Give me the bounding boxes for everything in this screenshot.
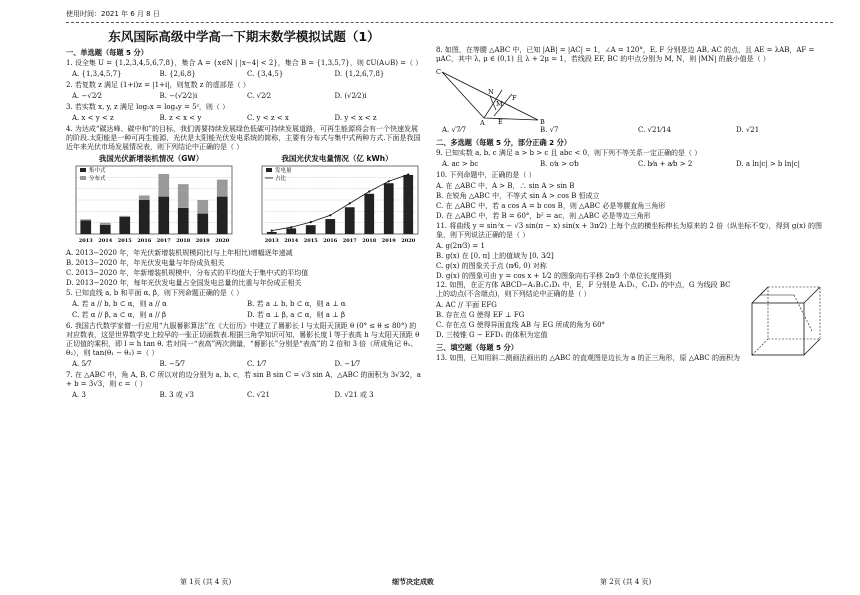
share-point [290,226,292,228]
question-6: 6. 我国古代数学家僧一行应用“九服晷影算法”在《大衍历》中建立了晷影长 l 与太阳天顶距 θ (0° ≤ θ ≤ 80°) 的对应数表，这是世界数学史上较早的一张正切函数表.根据三角学知识可知，晷影长度 l 等于表高 h 与太阳天顶距 θ 正切值的乘积，即 l = h tan θ. 若对同一“表高”两次测量，“晷影长”分别是“表高”的 2 倍和 3 倍（所成角记 θ₁、θ₂），则 tan(θ₁ − θ₂) =（ ） [66,322,420,357]
question-9: 9. 已知实数 a, b, c 满足 a > b > c 且 abc < 0，则下列不等关系一定正确的是（ ） [436,149,702,158]
question-8: 8. 如图，在等腰 △ABC 中，已知 |AB| = |AC| = 1，∠A = 120°，E, F 分别是边 AB, AC 的点，且 AE = λAB，AF = μAC，其中 λ, μ ∈ (0,1) 且 λ + 2μ = 1，若线段 EF, BC 的中点分别为 M, N，则 |MN| 的最小值是（ ） [436,46,815,63]
q3-options [72,114,422,123]
q2-option-d[interactable]: D. (√2⁄2)i [334,92,367,101]
q6-option-b[interactable]: B. −5⁄7 [159,359,186,368]
bar-centralized [80,221,91,235]
q1-option-a[interactable]: A. {1,3,4,5,7} [72,70,122,79]
bar-distributed [197,200,208,214]
bar-distributed [139,196,150,201]
question-7: 7. 在 △ABC 中，角 A, B, C 所以对的边分别为 a, b, c，若 sin B sin C = √3 sin A，△ABC 的面积为 3√3⁄2，a + b = 3√3，则 c =（ ） [66,370,421,388]
q3-option-a[interactable]: A. x < y < z [72,113,114,122]
bar-centralized [158,197,169,234]
q9-options [442,160,834,169]
question-13: 13. 如图，已知用斜二测画法画出的 △ABC 的直观图是边长为 a 的正三角形，原 △ABC 的面积为 [436,354,741,363]
q5-option-b[interactable]: B. 若 a ⊥ b, b ⊂ α，则 a ⊥ α [247,300,346,309]
bar-generation [384,184,394,235]
q4-option-a[interactable]: A. 2013−2020 年，年光伏新增装机规模同比(与上年相比)增幅逐年递减 [66,249,293,258]
footer-page-right: 第 2页 (共 4 页) [600,578,652,586]
exam-title: 东风国际高级中学高一下期末数学模拟试题（1） [108,29,380,44]
bar-centralized [197,214,208,234]
q12-option-b[interactable]: B. 存在点 G 使得 EF ⊥ FG [436,311,525,320]
q6-option-c[interactable]: C. 1⁄7 [247,359,267,368]
bar-centralized [217,197,228,234]
q6-option-d[interactable]: D. −1⁄7 [334,359,361,368]
q10-option-a[interactable]: A. 在 △ABC 中，A > B，∴ sin A > sin B [436,181,575,190]
tri-label-e: E [498,117,503,126]
usage-date: 使用时间：2021 年 6 月 8 日 [66,10,160,18]
bar-distributed [158,174,169,197]
legend-swatch [80,168,86,172]
cube-figure [744,281,826,363]
q5-option-c[interactable]: C. 若 α // β, a ⊂ α，则 a // β [72,311,167,320]
q9-option-c[interactable]: C. b⁄a + a⁄b > 2 [638,160,693,169]
chart-generation-svg [252,164,422,244]
q8-option-c[interactable]: C. √21⁄14 [638,125,672,134]
chart-generation [252,154,422,248]
x-tick-label: 2013 [78,238,93,245]
q8-option-b[interactable]: B. √7 [540,125,559,134]
bar-distributed [178,185,189,209]
x-tick-label: 2014 [284,238,299,245]
q4-option-d[interactable]: D. 2013−2020 年，每年光伏发电量占全国发电总量的比重与年份成正相关 [66,279,302,288]
tri-label-b: B [540,117,545,126]
q10-option-c[interactable]: C. 在 △ABC 中，若 a cos A = b cos B，则 △ABC 必是等腰直角三角形 [436,201,666,210]
legend-swatch [80,176,86,180]
bar-centralized [178,208,189,234]
q7-option-d[interactable]: D. √21 或 3 [334,390,374,399]
q3-option-c[interactable]: C. y < z < x [247,113,289,122]
tri-label-c: C [436,67,441,76]
bar-generation [364,194,374,234]
question-1: 1. 设全集 U = {1,2,3,4,5,6,7,8}，集合 A = {x∈N | |x−4| < 2}，集合 B = {1,3,5,7}，则 ∁U(A∪B) =（ ） [66,59,423,68]
chart-installations-svg [66,164,236,244]
share-point [388,181,390,183]
q11-option-b[interactable]: B. g(x) 在 [0, π] 上的值域为 [0, 3⁄2] [436,251,554,260]
q2-option-b[interactable]: B. −(√2⁄2)i [159,92,198,101]
q1-option-d[interactable]: D. {1,2,6,7,8} [334,70,385,79]
q7-option-a[interactable]: A. 3 [72,390,86,399]
footer-page-left: 第 1页 (共 4 页) [180,578,232,586]
bar-generation [345,208,355,235]
share-point [407,174,409,176]
q6-option-a[interactable]: A. 5⁄7 [72,359,92,368]
x-tick-label: 2020 [215,238,230,245]
x-tick-label: 2017 [156,238,171,245]
x-tick-label: 2019 [195,238,210,245]
share-point [329,215,331,217]
bar-centralized [100,225,111,234]
bar-centralized [119,217,130,234]
bar-generation [286,229,296,235]
question-12: 12. 如图，在正方体 ABCD−A₁B₁C₁D₁ 中，E，F 分别是 A₁D₁，C₁D₁ 的中点，G 为线段 BC 上的动点(不含端点)，则下列结论中正确的是（ ） [436,281,731,299]
bar-centralized [139,200,150,234]
q3-option-d[interactable]: D. y < x < z [334,113,377,122]
q9-option-d[interactable]: D. a ln|c| > b ln|c| [736,160,801,169]
chart-installations-title: 我国光伏新增装机情况（GW） [98,153,204,163]
legend-label: 发电量 [275,168,292,175]
q2-option-a[interactable]: A. −√2⁄2 [72,92,102,101]
q4-charts [66,154,422,248]
bar-generation [403,175,413,234]
q1-options [72,70,422,79]
share-point [368,191,370,193]
legend-label: 占比 [275,176,287,183]
q1-option-c[interactable]: C. {3,4,5} [247,70,284,79]
tri-label-f: F [512,93,517,102]
q10-option-b[interactable]: B. 在锐角 △ABC 中，不等式 sin A > cos B 恒成立 [436,191,600,200]
tri-label-a: A [480,118,485,126]
x-tick-label: 2013 [264,238,279,245]
legend-swatch [266,168,272,172]
x-tick-label: 2017 [342,238,357,245]
q12-option-c[interactable]: C. 存在点 G 使得异面直线 AB 与 EG 所成的角为 60° [436,321,606,330]
chart-installations [66,154,236,248]
q5-option-d[interactable]: D. 若 α ⊥ β, a ⊂ α，则 a ⊥ β [247,311,345,320]
share-point [349,203,351,205]
bar-distributed [80,220,91,221]
q12-block [436,281,834,340]
bar-generation [306,226,316,235]
question-5: 5. 已知直线 a, b 和平面 α, β，则下列命题正确的是（ ） [66,289,244,298]
q6-options [72,360,422,369]
bar-distributed [217,180,228,197]
x-tick-label: 2016 [323,238,338,245]
x-tick-label: 2015 [117,238,132,245]
q1-option-b[interactable]: B. {2,6,8} [159,70,196,79]
q4-option-c[interactable]: C. 2013−2020 年，年新增装机规模中，分布式的平均值大于集中式的平均值 [66,269,309,278]
question-11: 11. 将曲线 y = sin²x − √3 sin(π − x) sin(x + 3π⁄2) 上每个点的横坐标伸长为原来的 2 倍（纵坐标不变），得到 g(x) 的图象，则下列说法正确的是（ ） [436,221,823,239]
q11-option-c[interactable]: C. g(x) 的图象关于点 (π⁄6, 0) 对称 [436,261,547,270]
section-fill-blank: 三、填空题（每题 5 分） [436,343,518,353]
chart-generation-title: 我国光伏发电量情况（亿 kWh） [281,153,393,163]
q7-options [72,391,422,400]
q9-option-a[interactable]: A. ac > bc [442,160,479,169]
q4-option-b[interactable]: B. 2013−2020 年，年光伏发电量与年份成负相关 [66,259,225,268]
triangle-figure [436,66,546,126]
left-column [66,24,422,402]
q2-options [72,92,422,101]
footer-motto: 细节决定成败 [392,577,434,586]
q2-option-c[interactable]: C. √2⁄2 [247,92,272,101]
tri-label-n: N [488,87,494,96]
q11-option-d[interactable]: D. g(x) 的图象可由 y = cos x + 1⁄2 的图象向右平移 2π⁄3 个单位长度得到 [436,271,672,280]
question-2: 2. 若复数 z 满足 (1+i)z = |1+i|，则复数 z 的虚部是（ ） [66,81,250,90]
q7-option-b[interactable]: B. 3 或 √3 [159,390,194,399]
x-tick-label: 2018 [362,238,377,245]
x-tick-label: 2014 [98,238,113,245]
right-column [436,24,834,365]
q12-option-d[interactable]: D. 三棱锥 G − EFD₁ 的体积为定值 [436,331,548,340]
section-multi-choice: 二、多选题（每题 5 分，部分正确 2 分） [436,137,572,147]
header-divider [66,22,833,23]
share-point [310,221,312,223]
q9-option-b[interactable]: B. c⁄a > c⁄b [540,160,579,169]
bar-distributed [119,216,130,217]
legend-label: 集中式 [89,168,106,175]
q7-option-c[interactable]: C. √21 [247,390,270,399]
q5-option-a[interactable]: A. 若 a // b, b ⊂ α，则 a // α [72,300,167,309]
bar-generation [325,219,335,234]
q10-option-d[interactable]: D. 在 △ABC 中，若 B = 60°，b² = ac，则 △ABC 必是等边三角形 [436,211,651,220]
x-tick-label: 2018 [176,238,191,245]
x-tick-label: 2016 [137,238,152,245]
x-tick-label: 2020 [401,238,416,245]
question-3: 3. 若实数 x, y, z 满足 log₂x = log₄y = 5ᶻ，则（ ） [66,103,230,112]
bar-generation [267,232,277,234]
x-tick-label: 2015 [303,238,318,245]
q11-option-a[interactable]: A. g(2π⁄3) = 1 [436,241,485,250]
tri-label-m: M [496,99,503,108]
q5-options-row2 [72,311,422,320]
legend-label: 分布式 [89,176,106,183]
q5-options-row1 [72,300,422,309]
question-10: 10. 下列命题中，正确的是（ ） [436,170,536,179]
q8-options [442,126,834,135]
bar-distributed [100,223,111,225]
x-tick-label: 2019 [381,238,396,245]
q12-option-a[interactable]: A. AC // 平面 EFG [436,301,497,310]
q8-option-d[interactable]: D. √21 [736,125,760,134]
q8-option-a[interactable]: A. √7⁄7 [442,125,467,134]
section-single-choice: 一、单选题（每题 5 分） [66,48,148,57]
share-point [271,230,273,232]
question-4: 4. 为达成“碳达峰、碳中和”的目标，我们需要持续发展绿色低碳可持续发展道路，可再生能源将会有一个快速发展的阶段.太阳能是一种可再生能源，光伏是太阳能光伏发电系统的简称，主要有分布式与集中式两种方式.下面是我国近年来光伏市场发展情况表，则下列结论中正确的是（ ） [66,124,421,151]
q3-option-b[interactable]: B. z < x < y [159,113,202,122]
